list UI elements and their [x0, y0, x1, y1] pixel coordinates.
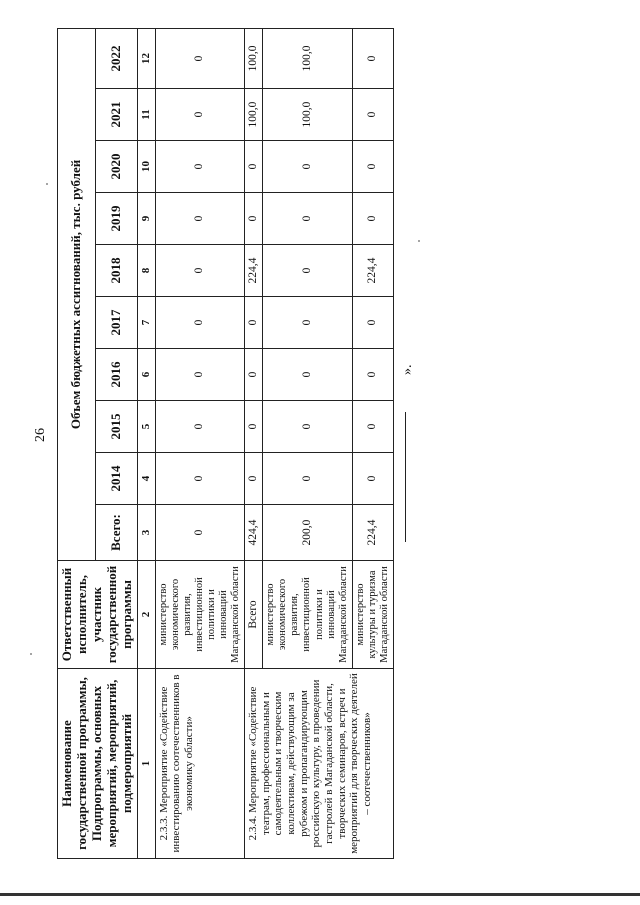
- header-year: 2020: [96, 141, 138, 193]
- value-cell: 0: [263, 193, 352, 245]
- header-year: 2019: [96, 193, 138, 245]
- value-cell: 0: [245, 193, 263, 245]
- header-year: 2017: [96, 297, 138, 349]
- header-total: Всего:: [96, 505, 138, 561]
- value-cell: 0: [155, 193, 244, 245]
- signature-rule: [405, 412, 406, 542]
- value-cell: 0: [263, 297, 352, 349]
- value-cell: 0: [155, 401, 244, 453]
- column-number: 4: [138, 453, 156, 505]
- column-number: 6: [138, 349, 156, 401]
- header-year: 2015: [96, 401, 138, 453]
- column-number: 7: [138, 297, 156, 349]
- table-row: [245, 28, 263, 858]
- row-executor: министерство культуры и туризма Магаданской области: [352, 561, 393, 669]
- value-cell: 0: [352, 453, 393, 505]
- rotated-table-wrapper: [57, 29, 390, 859]
- column-number: 2: [138, 561, 156, 669]
- column-number: 11: [138, 89, 156, 141]
- header-year: 2014: [96, 453, 138, 505]
- header-year: 2022: [96, 28, 138, 88]
- row-name: 2.3.4. Мероприятие «Содействие театрам, профессиональным и самодеятельным и творческим коллективам, действующим за рубежом и пропагандирующим российскую культуру, в проведении гастролей в Магаданской области, творческих семинаров, встреч и мероприятий для творческих деятелей – соотечественников»: [245, 669, 394, 859]
- value-cell: 0: [155, 297, 244, 349]
- column-number: 10: [138, 141, 156, 193]
- value-cell: 100,0: [263, 89, 352, 141]
- value-cell: 0: [352, 349, 393, 401]
- value-cell: 224,4: [245, 245, 263, 297]
- column-number: 8: [138, 245, 156, 297]
- value-cell: 424,4: [245, 505, 263, 561]
- value-cell: 100,0: [263, 28, 352, 88]
- scan-speck: [46, 183, 48, 185]
- row-executor: министерство экономического развития, инвестиционной политики и инноваций Магаданской области: [263, 561, 352, 669]
- value-cell: 0: [352, 141, 393, 193]
- value-cell: 200,0: [263, 505, 352, 561]
- row-executor: министерство экономического развития, инвестиционной политики и инноваций Магаданской области: [155, 561, 244, 669]
- value-cell: 0: [352, 297, 393, 349]
- column-number: 5: [138, 401, 156, 453]
- scan-speck: [418, 240, 420, 242]
- value-cell: 0: [155, 141, 244, 193]
- end-quote-mark: ».: [400, 364, 415, 375]
- header-budget: Объем бюджетных ассигнований, тыс. рублей: [58, 28, 96, 560]
- row-name: 2.3.3. Мероприятие «Содействие инвестированию соотечественников в экономику области»: [155, 669, 244, 859]
- value-cell: 0: [245, 297, 263, 349]
- value-cell: 0: [263, 401, 352, 453]
- value-cell: 0: [263, 453, 352, 505]
- value-cell: 100,0: [245, 28, 263, 88]
- value-cell: 224,4: [352, 505, 393, 561]
- value-cell: 0: [352, 401, 393, 453]
- value-cell: 0: [245, 401, 263, 453]
- value-cell: 0: [155, 505, 244, 561]
- header-year: 2021: [96, 89, 138, 141]
- page-number: 26: [33, 428, 48, 442]
- scan-bottom-edge: [0, 893, 640, 896]
- value-cell: 0: [245, 453, 263, 505]
- value-cell: 0: [155, 349, 244, 401]
- value-cell: 0: [263, 349, 352, 401]
- column-number: 12: [138, 28, 156, 88]
- value-cell: 0: [263, 141, 352, 193]
- column-number: 3: [138, 505, 156, 561]
- value-cell: 100,0: [245, 89, 263, 141]
- value-cell: 0: [352, 193, 393, 245]
- value-cell: 0: [155, 89, 244, 141]
- value-cell: 0: [155, 245, 244, 297]
- header-executor: Ответственный исполнитель, участник государственной программы: [58, 561, 138, 669]
- header-year: 2016: [96, 349, 138, 401]
- header-year: 2018: [96, 245, 138, 297]
- column-number: 1: [138, 669, 156, 859]
- column-number: 9: [138, 193, 156, 245]
- value-cell: 0: [352, 89, 393, 141]
- value-cell: 0: [155, 28, 244, 88]
- table-row: [155, 28, 244, 858]
- value-cell: 0: [263, 245, 352, 297]
- header-name: Наименование государственной программы, Подпрограммы, основных мероприятий, мероприятий, подмероприятий: [58, 669, 138, 859]
- row-executor: Всего: [245, 561, 263, 669]
- scan-speck: [30, 653, 32, 655]
- value-cell: 224,4: [352, 245, 393, 297]
- value-cell: 0: [245, 141, 263, 193]
- value-cell: 0: [245, 349, 263, 401]
- value-cell: 0: [155, 453, 244, 505]
- budget-table: [57, 28, 394, 859]
- value-cell: 0: [352, 28, 393, 88]
